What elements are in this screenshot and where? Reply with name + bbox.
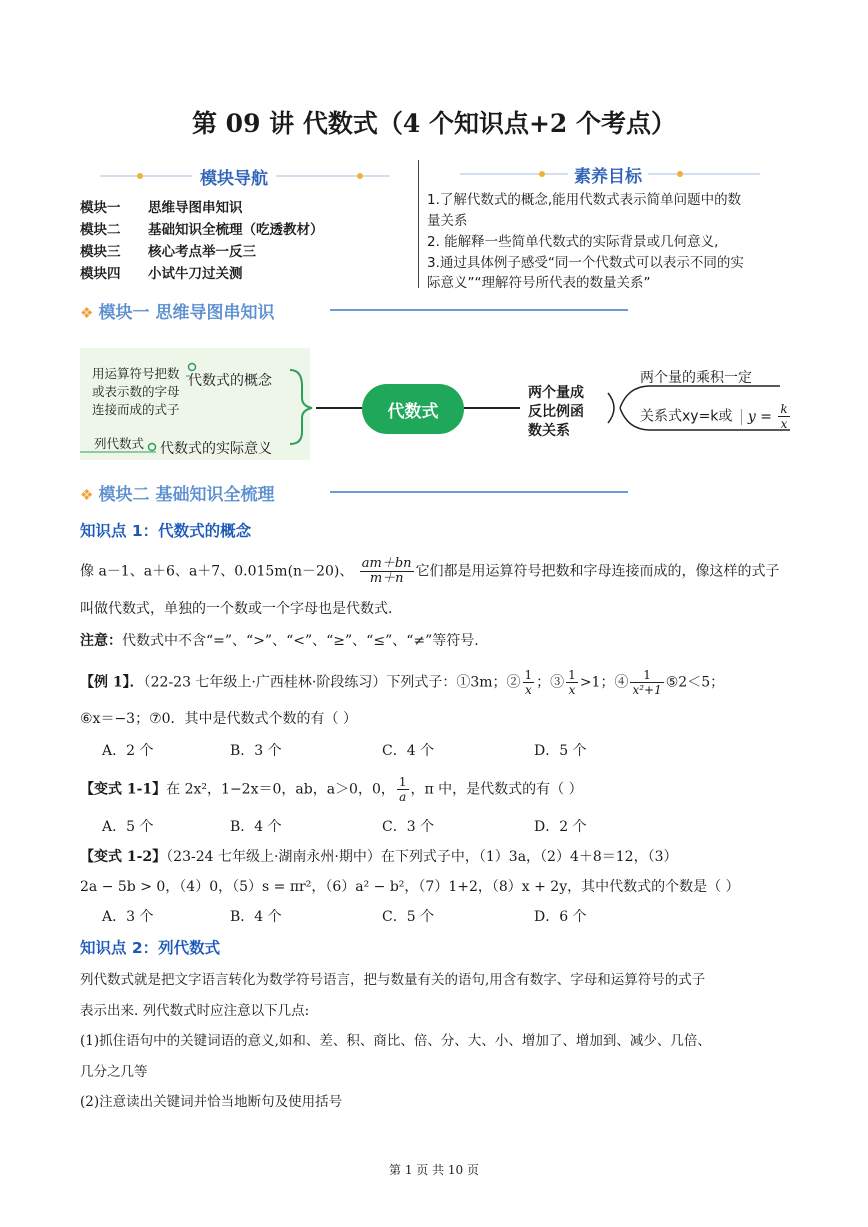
example-fraction	[630, 668, 663, 697]
kp1-paragraph-line: 叫做代数式，单独的一个数或一个字母也是代数式.	[80, 601, 393, 617]
mindmap-right-node: 数关系	[528, 423, 570, 439]
knowledge-point-title: 知识点 2：列代数式	[80, 939, 221, 957]
option-c[interactable]: C．5 个	[382, 909, 435, 925]
goals-panel	[430, 158, 810, 188]
mindmap-relation-label: 关系式xy=k或	[640, 408, 733, 425]
nav-panel	[80, 158, 410, 188]
frac-den: a	[399, 790, 407, 804]
kp2-line: 几分之几等	[80, 1064, 148, 1080]
kp2-line: (2)注意读出关键词并恰当地断句及使用括号	[80, 1094, 343, 1110]
example-label: 【例 1】．	[80, 674, 144, 691]
note-text: 代数式中不含“=”、“>”、“<”、“≥”、“≤”、“≠”等符号.	[122, 633, 479, 649]
goal-line: 1.了解代数式的概念,能用代数式表示简单问题中的数	[427, 192, 742, 208]
kp1-note	[80, 630, 479, 650]
example-items: ①3m；②	[456, 674, 521, 691]
variant-1-1-line	[80, 775, 583, 804]
note-label: 注意：	[80, 633, 122, 649]
kp1-paragraph-line	[80, 557, 780, 586]
formula-lhs: y =	[747, 408, 772, 425]
mindmap-note: 用运算符号把数	[92, 366, 180, 381]
example-items: >1；④	[579, 674, 629, 691]
nav-heading: 模块导航	[192, 164, 276, 189]
option-b[interactable]: B．4 个	[230, 909, 282, 925]
frac-den: x	[524, 683, 532, 697]
frac-den: m＋n	[369, 571, 404, 586]
module1-rule	[330, 309, 628, 311]
variant-label: 【变式 1-2】	[80, 849, 167, 865]
variant-text: 在 2x²，1−2x＝0，ab，a＞0，0，	[166, 781, 395, 798]
mindmap-right-top: 两个量的乘积一定	[640, 370, 752, 386]
option-a[interactable]: A．2 个	[102, 743, 154, 759]
module1-header	[80, 298, 274, 323]
kp2-line: 表示出来. 列代数式时应注意以下几点:	[80, 1003, 310, 1019]
kp1-fraction	[360, 557, 414, 586]
option-d[interactable]: D．5 个	[534, 743, 587, 759]
mindmap-formula	[741, 402, 792, 431]
module2-header	[80, 480, 274, 505]
nav-item-key: 模块二	[80, 222, 121, 238]
mindmap-branch: 代数式的概念	[188, 373, 272, 389]
nav-item-1[interactable]	[80, 196, 243, 216]
nav-item-key: 模块四	[80, 266, 121, 282]
nav-item-2[interactable]	[80, 218, 324, 238]
nav-item-label: 思维导图串知识	[148, 200, 243, 216]
option-c[interactable]: C．4 个	[382, 743, 435, 759]
nav-item-label: 小试牛刀过关测	[148, 266, 243, 282]
frac-num: am＋bn	[361, 556, 412, 571]
mindmap-right-bottom	[640, 402, 792, 431]
option-a[interactable]: A．5 个	[102, 819, 154, 835]
kp1-examples: 像 a－1、a＋6、a＋7、0.015m(n－20)、	[80, 563, 354, 580]
kp2-line: 列代数式就是把文字语言转化为数学符号语言，把与数量有关的语句,用含有数字、字母和运算符号的式子	[80, 972, 706, 988]
mindmap-note: 列代数式	[94, 436, 145, 451]
option-b[interactable]: B．4 个	[230, 819, 282, 835]
frac-den: x²+1	[632, 683, 662, 697]
example-fraction	[566, 668, 578, 697]
frac-den: x	[780, 417, 788, 431]
mindmap-branch: 代数式的实际意义	[160, 441, 272, 457]
option-d[interactable]: D．2 个	[534, 819, 587, 835]
nav-item-3[interactable]	[80, 240, 256, 260]
goal-line: 3.通过具体例子感受“同一个代数式可以表示不同的实	[427, 255, 744, 271]
mindmap-right-node: 两个量成	[528, 385, 584, 401]
page-footer: 第 1 页 共 10 页	[389, 1163, 479, 1177]
nav-item-key: 模块三	[80, 244, 121, 260]
frac-num: 1	[524, 668, 533, 682]
frac-num: 1	[568, 668, 576, 682]
module2-rule	[330, 491, 628, 493]
page-title: 第 09 讲 代数式（4 个知识点+2 个考点）	[191, 109, 677, 138]
option-d[interactable]: D．6 个	[534, 909, 587, 925]
variant-text: （23-24 七年级上·湖南永州·期中）在下列式子中，（1）3a，（2）4＋8＝12，（3）	[166, 849, 678, 865]
formula-fraction	[778, 402, 789, 431]
mindmap-center: 代数式	[387, 402, 439, 422]
example-items: ；③	[536, 674, 565, 691]
variant-fraction	[397, 775, 409, 804]
module1-heading: 模块一 思维导图串知识	[98, 303, 275, 323]
diamond-icon: ❖	[80, 304, 94, 322]
nav-item-label: 基础知识全梳理（吃透教材）	[148, 222, 324, 238]
frac-num: k	[780, 402, 788, 416]
variant-1-2-line-2: 2a − 5b > 0，（4）0，（5）s = πr²，（6）a² − b²，（7）1+2，（8）x + 2y，其中代数式的个数是（ ）	[80, 879, 740, 895]
option-c[interactable]: C．3 个	[382, 819, 435, 835]
panel-divider	[418, 160, 419, 288]
nav-item-label: 核心考点举一反三	[148, 244, 256, 260]
example-1-line-2: ⑥x＝−3；⑦0．其中是代数式个数的有（ ）	[80, 711, 357, 727]
option-b[interactable]: B．3 个	[230, 743, 282, 759]
example-source: （22-23 七年级上·广西桂林·阶段练习）下列式子：	[143, 674, 457, 691]
variant-label: 【变式 1-1】	[80, 781, 167, 798]
nav-item-4[interactable]	[80, 262, 243, 282]
mindmap-right-node: 反比例函	[528, 404, 584, 420]
goal-line: 际意义”“理解符号所代表的数量关系”	[427, 275, 651, 291]
mindmap	[80, 348, 800, 460]
goal-line: 量关系	[427, 213, 468, 229]
frac-num: 1	[398, 775, 407, 789]
variant-1-2-line	[80, 846, 678, 866]
frac-den: x	[568, 683, 576, 697]
diamond-icon: ❖	[80, 486, 94, 504]
goal-line: 2. 能解释一些简单代数式的实际背景或几何意义,	[427, 234, 719, 250]
example-fraction	[523, 668, 535, 697]
mindmap-note: 连接而成的式子	[92, 402, 180, 417]
kp2-line: (1)抓住语句中的关键词语的意义,如和、差、积、商比、倍、分、大、小、增加了、增加到、减少、几倍、	[80, 1033, 711, 1049]
kp1-definition: 它们都是用运算符号把数和字母连接而成的，像这样的式子	[415, 563, 780, 580]
variant-text: ，π 中，是代数式的有（ ）	[410, 781, 583, 798]
goals-heading: 素养目标	[568, 162, 648, 187]
knowledge-point-title: 知识点 1：代数式的概念	[80, 522, 252, 540]
example-items: ⑤2＜5；	[665, 674, 725, 691]
example-1-line	[80, 668, 724, 697]
frac-num: 1	[630, 668, 663, 683]
mindmap-note: 或表示数的字母	[92, 384, 180, 399]
nav-item-key: 模块一	[80, 200, 121, 216]
module2-heading: 模块二 基础知识全梳理	[98, 485, 275, 505]
option-a[interactable]: A．3 个	[102, 909, 154, 925]
